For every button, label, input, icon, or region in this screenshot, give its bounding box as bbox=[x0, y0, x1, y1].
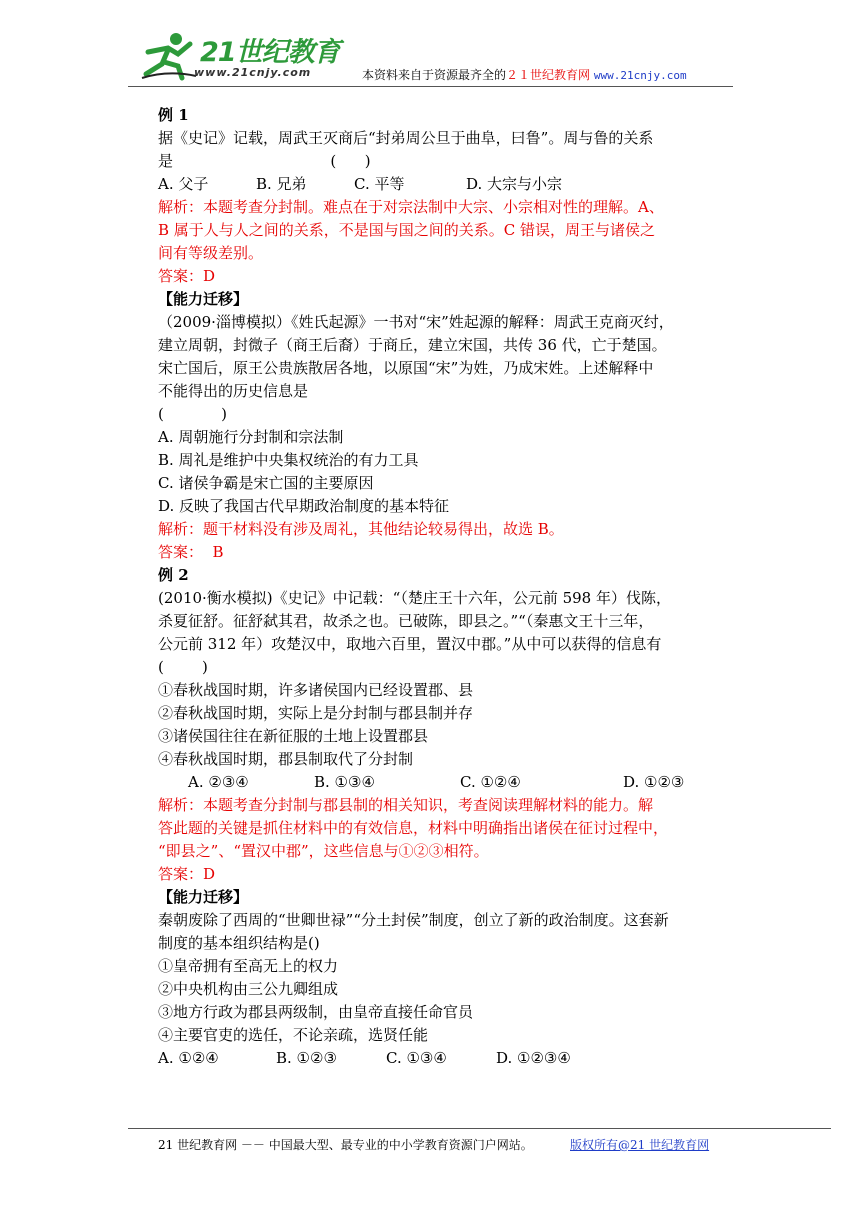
runner-icon bbox=[138, 30, 198, 82]
q2-item: ①春秋战国时期，许多诸侯国内已经设置郡、县 bbox=[158, 681, 474, 699]
transfer1-analysis: 解析：题干材料没有涉及周礼，其他结论较易得出，故选 B。 bbox=[158, 520, 564, 538]
header-note bbox=[362, 66, 687, 83]
logo-brand-text: 21世纪教育 bbox=[200, 37, 340, 68]
transfer2-item: ①皇帝拥有至高无上的权力 bbox=[158, 957, 339, 975]
transfer2-heading: 【能力迁移】 bbox=[158, 888, 249, 906]
transfer1-stem-line: 宋亡国后，原王公贵族散居各地，以原国“宋”为姓，乃成宋姓。上述解释中 bbox=[158, 359, 654, 377]
footer-divider bbox=[128, 1128, 831, 1129]
q2-stem-line: (2010·衡水模拟)《史记》中记载：“（楚庄王十六年，公元前 598 年）伐陈， bbox=[158, 589, 671, 607]
q1-analysis-line: 解析：本题考查分封制。难点在于对宗法制中大宗、小宗相对性的理解。A、 bbox=[158, 198, 664, 216]
transfer2-option-a: A. ①②④ bbox=[158, 1049, 219, 1067]
transfer2-item: ④主要官吏的选任，不论亲疏，选贤任能 bbox=[158, 1026, 429, 1044]
q1-heading: 例 1 bbox=[158, 106, 189, 124]
q2-stem-line: ( ) bbox=[158, 658, 208, 676]
transfer2-item: ②中央机构由三公九卿组成 bbox=[158, 980, 339, 998]
q2-option-b: B. ①③④ bbox=[314, 773, 375, 791]
document-body bbox=[158, 104, 736, 1070]
transfer2-item: ③地方行政为郡县两级制，由皇帝直接任命官员 bbox=[158, 1003, 474, 1021]
q1-analysis-line: B 属于人与人之间的关系，不是国与国之间的关系。C 错误，周王与诸侯之 bbox=[158, 221, 656, 239]
page-header bbox=[0, 0, 860, 100]
q2-analysis-line: 解析：本题考查分封制与郡县制的相关知识，考查阅读理解材料的能力。解 bbox=[158, 796, 654, 814]
transfer1-option-a: A. 周朝施行分封制和宗法制 bbox=[158, 428, 344, 446]
transfer2-stem-line: 秦朝废除了西周的“世卿世禄”“分土封侯”制度，创立了新的政治制度。这套新 bbox=[158, 911, 669, 929]
q2-option-a: A. ②③④ bbox=[188, 773, 249, 791]
site-logo[interactable] bbox=[138, 26, 338, 88]
q1-option-d: D. 大宗与小宗 bbox=[466, 175, 563, 193]
q1-option-b: B. 兄弟 bbox=[256, 175, 307, 193]
q2-analysis-line: 答此题的关键是抓住材料中的有效信息，材料中明确指出诸侯在征讨过程中， bbox=[158, 819, 669, 837]
header-note-url[interactable]: www.21cnjy.com bbox=[593, 69, 687, 82]
q1-stem-line: 是 ( ) bbox=[158, 152, 371, 170]
transfer1-option-b: B. 周礼是维护中央集权统治的有力工具 bbox=[158, 451, 419, 469]
q2-answer: 答案：D bbox=[158, 865, 216, 883]
header-note-prefix: 本资料来自于资源最齐全的 bbox=[362, 68, 507, 82]
header-note-site[interactable]: ２１世纪教育网 bbox=[506, 68, 591, 82]
header-divider bbox=[128, 86, 733, 87]
logo-url-text: www.21cnjy.com bbox=[194, 66, 312, 79]
q1-stem-line: 据《史记》记载，周武王灭商后“封弟周公旦于曲阜，曰鲁”。周与鲁的关系 bbox=[158, 129, 654, 147]
transfer1-option-c: C. 诸侯争霸是宋亡国的主要原因 bbox=[158, 474, 374, 492]
q2-item: ②春秋战国时期，实际上是分封制与郡县制并存 bbox=[158, 704, 474, 722]
transfer1-heading: 【能力迁移】 bbox=[158, 290, 249, 308]
q2-option-d: D. ①②③ bbox=[623, 773, 685, 791]
transfer1-answer: 答案： B bbox=[158, 543, 224, 561]
q2-stem-line: 杀夏征舒。征舒弑其君，故杀之也。已破陈，即县之。”“（秦惠文王十三年， bbox=[158, 612, 654, 630]
transfer2-option-c: C. ①③④ bbox=[386, 1049, 447, 1067]
transfer1-option-d: D. 反映了我国古代早期政治制度的基本特征 bbox=[158, 497, 450, 515]
q1-analysis-line: 间有等级差别。 bbox=[158, 244, 264, 262]
transfer2-stem-line: 制度的基本组织结构是() bbox=[158, 934, 320, 952]
transfer1-stem-line: ( ) bbox=[158, 405, 227, 423]
transfer2-options bbox=[158, 1047, 736, 1070]
q2-options bbox=[158, 771, 736, 794]
q2-item: ③诸侯国往往在新征服的土地上设置郡县 bbox=[158, 727, 429, 745]
footer-text: 21 世纪教育网 －－ 中国最大型、最专业的中小学教育资源门户网站。 bbox=[158, 1138, 533, 1152]
q2-analysis-line: “即县之”、“置汉中郡”，这些信息与①②③相符。 bbox=[158, 842, 489, 860]
q2-item: ④春秋战国时期，郡县制取代了分封制 bbox=[158, 750, 414, 768]
transfer1-stem-line: （2009·淄博模拟）《姓氏起源》一书对“宋”姓起源的解释：周武王克商灭纣， bbox=[158, 313, 674, 331]
q2-stem-line: 公元前 312 年）攻楚汉中，取地六百里，置汉中郡。”从中可以获得的信息有 bbox=[158, 635, 662, 653]
q1-option-c: C. 平等 bbox=[354, 175, 405, 193]
q2-heading: 例 2 bbox=[158, 566, 189, 584]
transfer1-stem-line: 建立周朝，封微子（商王后裔）于商丘，建立宋国，共传 36 代，亡于楚国。 bbox=[158, 336, 667, 354]
transfer2-option-b: B. ①②③ bbox=[276, 1049, 337, 1067]
q2-option-c: C. ①②④ bbox=[460, 773, 521, 791]
q1-option-a: A. 父子 bbox=[158, 175, 209, 193]
q1-options bbox=[158, 173, 736, 196]
transfer1-stem-line: 不能得出的历史信息是 bbox=[158, 382, 309, 400]
q1-answer: 答案：D bbox=[158, 267, 216, 285]
transfer2-option-d: D. ①②③④ bbox=[496, 1049, 571, 1067]
copyright-link[interactable]: 版权所有@21 世纪教育网 bbox=[570, 1138, 710, 1152]
